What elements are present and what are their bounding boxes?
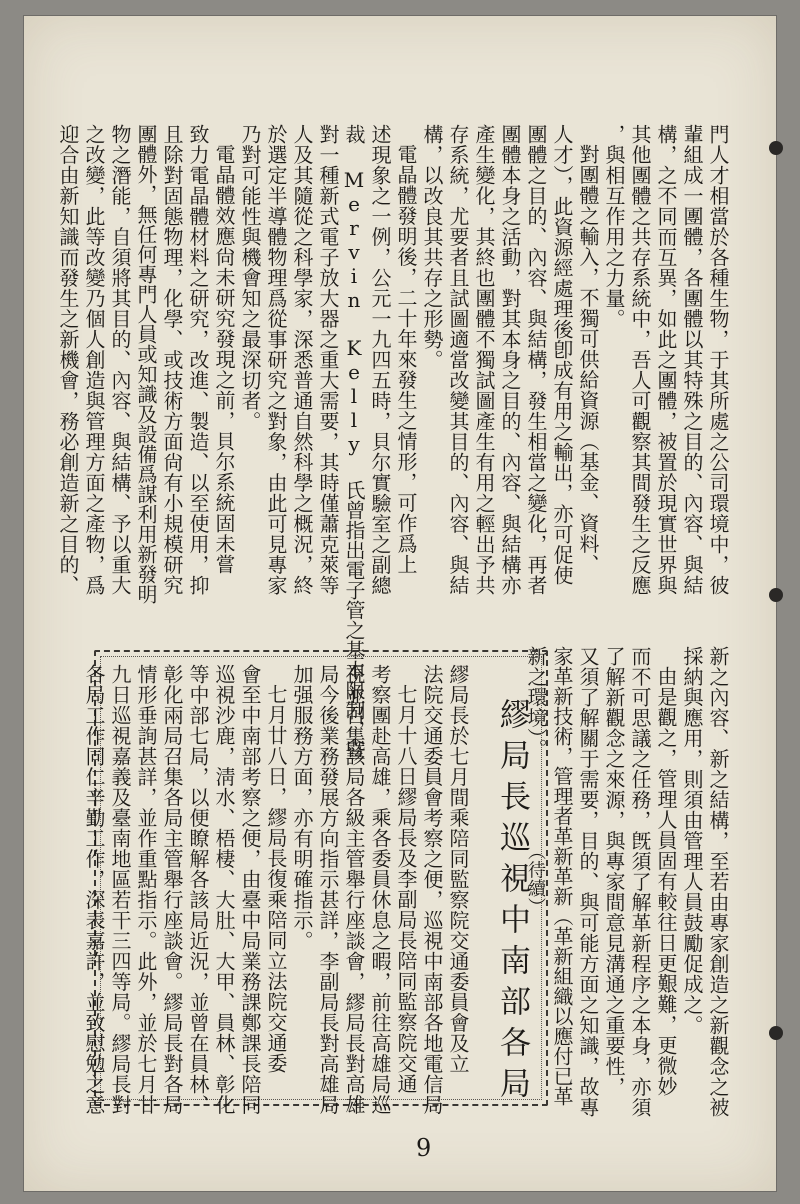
article-column: 門人才相當於各種生物，于其所處之公司環境中，彼 [706,124,730,596]
news-box-column: 會至中南部考察之便，由臺中局業務課鄭課長陪同 [238,664,262,1115]
article-column: 且除對固態物理，化學、或技術方面尙有小規模研究 [160,124,184,596]
news-box-column: 局今後業務發展方向指示甚詳，李副局長對高雄局 [316,664,340,1115]
article-column: 於選定半導體物理爲從事研究之對象，由此可見專家 [264,124,288,596]
document-page [24,16,776,1191]
news-box-column: 九日巡視嘉義及臺南地區若干三四等局。繆局長對 [108,664,132,1115]
binder-hole-top [769,141,783,155]
binder-hole-middle [769,588,783,602]
article-column: 輩組成一團體，各團體以其特殊之目的、內容、與結 [680,124,704,596]
article-continuation-column: 而不可思議之任務，旣須了解革新程序之本身，亦須 [628,646,652,1118]
article-continuation-column: 家革新技術，管理者革新革新（革新組織以應付已革 [550,646,574,1106]
news-box-column: 繆局長於七月間乘陪同監察院交通委員會及立 [446,664,470,1074]
news-box-column: 法院交通委員會考察之便，巡視中南部各地電信局 [420,664,444,1115]
article-column: 對團體之輸入，不獨可供給資源（基金、資料、 [576,144,600,575]
article-column: 人才），此資源經處理後卽成有用之輸出，亦可促使 [550,124,574,586]
article-column: 產生變化，其終也團體不獨試圖產生有用之輕出予共 [472,124,496,596]
article-continuation-column: 由是觀之，管理人員固有較往日更艱難，更微妙 [654,666,678,1097]
news-box-column: 巡視沙鹿，淸水、梧棲、大肚、大甲、員林、彰化 [212,664,236,1115]
article-column: 團體外，無任何專門人員或知識及設備爲謀利用新發明 [134,124,158,604]
article-column: 對一種新式電子放大器之重大需要，其時僅蕭克萊等 [316,124,340,596]
article-column: 團體之目的、內容、與結構，發生相當之變化，再者 [524,124,548,596]
article-column: 物之潛能，自須將其目的、內容、與結構、予以重大 [108,124,132,596]
article-column: 裁 Mervin Kelly 氏曾指出電子管之基本限制，暨 [342,124,366,760]
article-column: 迎合由新知識而發生之新機會，務必創造新之目的、 [56,124,80,596]
news-box-column: 各局工作同仁辛勤工作，深表嘉許，並致慰勉之意 [82,664,106,1115]
article-continuation-column: 新之環境）。 [524,646,548,759]
article-column: 述現象之一例，公元一九四五時，貝尔實驗室之副總 [368,124,392,596]
article-column: 其他團體之共存系統中，吾人可觀察其間發生之反應 [628,124,652,596]
news-box-column: 彰化兩局召集各局主管舉行座談會。繆局長對各局 [160,664,184,1115]
article-column: 存系統，尤要者且試圖適當改變其目的、內容、與結 [446,124,470,596]
article-column: 乃對可能性與機會知之最深切者。 [238,124,262,432]
page-number: 9 [416,1134,432,1162]
article-continuation-column: 新之內容、新之結構，至若由專家創造之新觀念之被 [706,646,730,1118]
article-column: ，與相互作用之力量。 [602,124,626,329]
article-continuation-column: 又須了解關于需要，目的、與可能方面之知識，故專 [576,646,600,1118]
article-continuation-column: 採納與應用，則須由管理人員鼓勵促成之。 [680,646,704,1036]
article-column: 電晶體效應尙未研究發現之前，貝尔系統固未嘗 [212,144,236,575]
news-box-column: 考察團赴高雄，乘各委員休息之暇，前往高雄局巡 [368,664,392,1115]
news-box-column: 等中部七局，以便瞭解各該局近況，並曾在員林、 [186,664,210,1115]
article-continuation-column: 了解新觀念之來源，與專家間意見溝通之重要性， [602,646,626,1097]
article-column: 電晶體發明後，二十年來發生之情形，可作爲上 [394,144,418,575]
news-box-column: 七月廿八日，繆局長復乘陪同立法院交通委 [264,684,288,1074]
article-column: 人及其隨從之科學家，深悉普通自然科學之概況，終 [290,124,314,596]
article-column: 構，之不同而互異，如此之團體，被置於現實世界與 [654,124,678,596]
to-be-continued-note: （待續） [525,842,546,916]
article-column: 之改變，此等改變乃個人創造與管理方面之產物，爲 [82,124,106,596]
article-column: 團體本身之活動，對其本身之目的、內容、與結構亦 [498,124,522,596]
article-column: 構，以改良其共存之形勢。 [420,124,444,370]
news-box-column: 情形垂詢甚詳，並作重點指示。此外，並於七月廿 [134,664,158,1115]
news-box-title: 繆局長巡視中南部各局 [494,698,530,1108]
article-column: 致力電晶體材料之研究，改進、製造、以至使用，抑 [186,124,210,596]
news-box-column: 視並召集該局各級主管舉行座談會，繆局長對高雄 [342,664,366,1115]
binder-hole-bottom [769,1026,783,1040]
news-box-column: 七月十八日繆局長及李副局長陪同監察院交通 [394,684,418,1094]
news-box-column: 加强服務方面，亦有明確指示。 [290,664,314,951]
